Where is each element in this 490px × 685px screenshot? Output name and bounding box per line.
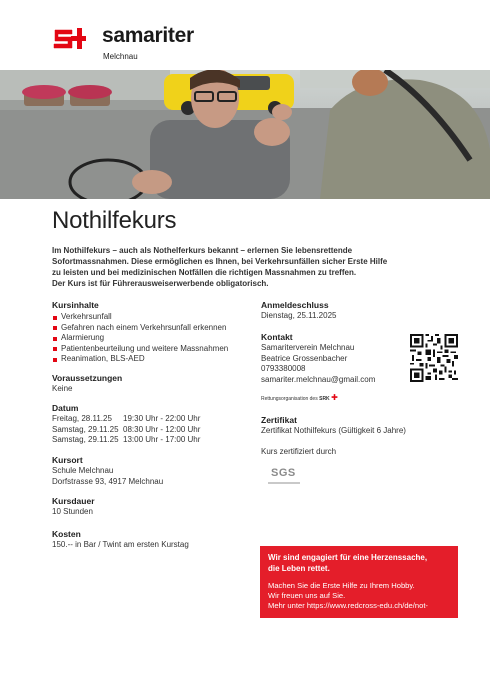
hero-photo	[0, 70, 490, 199]
section-heading: Datum	[52, 403, 79, 413]
section-kursinhalte	[52, 300, 228, 365]
course-content-list	[52, 312, 228, 365]
section-zertifikat	[261, 415, 461, 437]
section-text: Dienstag, 25.11.2025	[261, 311, 337, 320]
section-text: Zertifikat Nothilfekurs (Gültigkeit 6 Jahre)	[261, 426, 406, 435]
list-item: Gefahren nach einem Verkehrsunfall erkennen	[52, 323, 228, 334]
callout-link[interactable]: Mehr unter https://www.redcross-edu.ch/de/not-	[268, 601, 428, 611]
section-voraussetzungen	[52, 373, 122, 395]
srk-label: Rettungsorganisation des	[261, 396, 318, 402]
callout-line: Wir freuen uns auf Sie.	[268, 591, 346, 601]
schedule-row	[52, 425, 200, 436]
schedule-time: 19:30 Uhr - 22:00 Uhr	[123, 414, 201, 423]
section-anmeldeschluss	[261, 300, 336, 322]
callout-headline-line: Wir sind engagiert für eine Herzenssache,	[268, 553, 428, 562]
contact-line: Beatrice Grossenbacher	[261, 353, 348, 363]
section-text: Schule Melchnau	[52, 466, 114, 475]
intro-line: Sofortmassnahmen. Diese ermöglichen es Ihnen, bei Verkehrsunfällen sicher Erste Hilfe	[52, 257, 388, 266]
srk-badge	[261, 393, 338, 402]
section-text: Dorfstrasse 93, 4917 Melchnau	[52, 476, 164, 486]
section-text: 10 Stunden	[52, 507, 93, 516]
certified-by-text: Kurs zertifiziert durch	[261, 447, 337, 456]
contact-email[interactable]: samariter.melchnau@gmail.com	[261, 374, 376, 384]
section-kosten	[52, 529, 272, 551]
schedule-day: Samstag, 29.11.25	[52, 435, 119, 444]
qr-code-icon[interactable]	[410, 334, 458, 382]
samariter-cross-logo-icon	[52, 26, 86, 52]
section-heading: Kontakt	[261, 332, 293, 342]
schedule-time: 08:30 Uhr - 12:00 Uhr	[123, 424, 201, 434]
callout-headline	[268, 553, 450, 574]
list-item: Reanimation, BLS-AED	[52, 354, 228, 365]
certified-by	[261, 447, 336, 458]
section-heading: Kursort	[52, 455, 83, 465]
section-kontakt	[261, 332, 375, 385]
brand-location: Melchnau	[103, 52, 138, 61]
sgs-logo	[268, 466, 300, 484]
section-heading: Kursinhalte	[52, 300, 99, 310]
samariter-logo	[52, 24, 222, 64]
contact-phone[interactable]: 0793380008	[261, 364, 306, 373]
intro-line: Der Kurs ist für Führerausweiserwerbende obligatorisch.	[52, 279, 269, 288]
schedule-row	[52, 435, 200, 446]
section-kursort	[52, 455, 163, 487]
list-item: Alarmierung	[52, 333, 228, 344]
sgs-text: SGS	[271, 467, 296, 479]
schedule-day: Freitag, 28.11.25	[52, 414, 112, 423]
callout-headline-line: die Leben rettet.	[268, 563, 330, 573]
section-datum	[52, 403, 200, 446]
section-text: Keine	[52, 384, 73, 393]
section-heading: Kosten	[52, 529, 81, 539]
callout-line: Machen Sie die Erste Hilfe zu Ihrem Hobby.	[268, 581, 415, 590]
intro-line: zu leisten und bei medizinischen Notfällen die richtigen Massnahmen zu treffen.	[52, 268, 357, 277]
intro-text	[52, 245, 442, 289]
schedule-time: 13:00 Uhr - 17:00 Uhr	[123, 435, 201, 444]
engagement-callout	[260, 546, 458, 618]
section-heading: Zertifikat	[261, 415, 297, 425]
page-title: Nothilfekurs	[52, 207, 177, 234]
section-text: 150.-- in Bar / Twint am ersten Kurstag	[52, 540, 189, 549]
list-item: Verkehrsunfall	[52, 312, 228, 323]
section-heading: Voraussetzungen	[52, 373, 123, 383]
contact-line: Samariterverein Melchnau	[261, 343, 355, 352]
srk-mark: SRK	[319, 396, 330, 402]
section-heading: Anmeldeschluss	[261, 300, 329, 310]
brand-name: samariter	[102, 24, 194, 47]
intro-line: Im Nothilfekurs – auch als Nothelferkurs bekannt – erlernen Sie lebensrettende	[52, 246, 353, 255]
section-heading: Kursdauer	[52, 496, 95, 506]
list-item: Patientenbeurteilung und weitere Massnahmen	[52, 344, 228, 355]
schedule-day: Samstag, 29.11.25	[52, 424, 119, 434]
section-kursdauer	[52, 496, 95, 518]
schedule-row	[52, 414, 200, 425]
red-cross-icon: ✚	[331, 393, 338, 402]
